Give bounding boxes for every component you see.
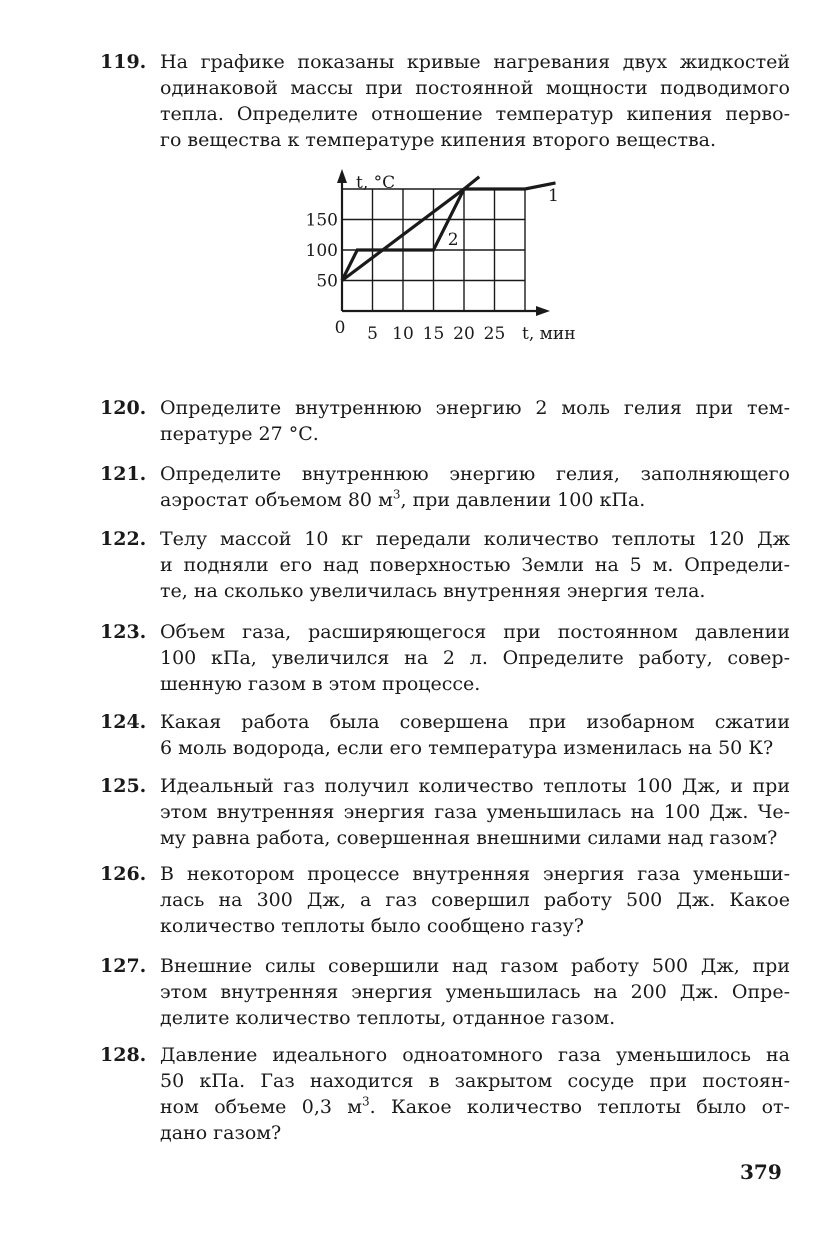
y-axis-arrow-icon [337, 169, 347, 183]
text-line: этом внутренняя энергия газа уменьшилась на 100 Дж. Че- [160, 801, 790, 823]
y-axis-label: t, °C [356, 173, 396, 193]
chart-svg [290, 165, 610, 375]
series-label-2: 2 [447, 230, 459, 250]
problem-text [160, 773, 790, 851]
problem-number: 123. [100, 621, 147, 643]
text-line: му равна работа, совершенная внешними силами над газом? [160, 827, 778, 849]
text-line: и подняли его над поверхностью Земли на 5 м. Определи- [160, 554, 790, 576]
series-label-1: 1 [548, 186, 559, 206]
problem-122 [100, 526, 790, 604]
problem-number: 126. [100, 863, 147, 885]
text-line: В некотором процессе внутренняя энергия газа уменьши- [160, 863, 790, 885]
text-line: дано газом? [160, 1122, 282, 1144]
text-line: Давление идеального одноатомного газа уменьшилось на [160, 1044, 790, 1066]
problem-text [160, 619, 790, 697]
problem-number: 128. [100, 1044, 147, 1066]
text-line: лась на 300 Дж, а газ совершил работу 500 Дж. Какое [160, 889, 790, 911]
x-tick-label: 20 [453, 324, 475, 344]
text-line: те, на сколько увеличилась внутренняя энергия тела. [160, 580, 706, 602]
problem-text [160, 461, 790, 513]
text-line: Определите внутреннюю энергию гелия, заполняющего [160, 463, 790, 485]
problem-number: 127. [100, 955, 147, 977]
x-tick-label: 10 [392, 324, 414, 344]
page-number: 379 [740, 1160, 782, 1184]
problem-124 [100, 709, 790, 761]
problem-number: 125. [100, 775, 147, 797]
text-line [160, 1094, 790, 1120]
problem-text [160, 395, 790, 447]
problem-120 [100, 395, 790, 447]
problem-119 [100, 49, 790, 153]
problem-126 [100, 861, 790, 939]
text-line: 50 кПа. Газ находится в закрытом сосуде при постоян- [160, 1070, 790, 1092]
problem-text [160, 1042, 790, 1146]
text-line: пературе 27 °С. [160, 423, 319, 445]
problem-text [160, 49, 790, 153]
text-fragment: . Какое количество теплоты было от- [369, 1096, 790, 1118]
y-tick-label: 100 [305, 241, 338, 261]
text-line: 6 моль водорода, если его температура изменилась на 50 К? [160, 737, 774, 759]
text-fragment: ном объеме 0,3 м [160, 1096, 363, 1118]
heating-curves-chart [290, 165, 610, 375]
text-line: Определите внутреннюю энергию 2 моль гелия при тем- [160, 397, 790, 419]
problem-number: 120. [100, 397, 147, 419]
text-line: этом внутренняя энергия уменьшилась на 200 Дж. Опре- [160, 981, 790, 1003]
x-tick-label: 15 [422, 324, 445, 344]
problem-121 [100, 461, 790, 513]
x-tick-label: 0 [334, 318, 346, 338]
text-line: Объем газа, расширяющегося при постоянном давлении [160, 621, 790, 643]
text-line: 100 кПа, увеличился на 2 л. Определите работу, совер- [160, 647, 790, 669]
problem-text [160, 709, 790, 761]
problem-128 [100, 1042, 790, 1146]
superscript: 3 [362, 1094, 370, 1109]
text-line: го вещества к температуре кипения второго вещества. [160, 129, 717, 151]
problem-text [160, 953, 790, 1031]
problem-127 [100, 953, 790, 1031]
problem-123 [100, 619, 790, 697]
text-line: На графике показаны кривые нагревания двух жидкостей [160, 51, 790, 73]
text-line: одинаковой массы при постоянной мощности подводимого [160, 77, 790, 99]
problem-text [160, 526, 790, 604]
superscript: 3 [392, 487, 401, 502]
text-line [160, 487, 790, 513]
text-line: тепла. Определите отношение температур кипения перво- [160, 103, 790, 125]
x-axis-arrow-icon [536, 306, 550, 316]
problem-number: 124. [100, 711, 147, 733]
problem-number: 119. [100, 51, 147, 73]
text-line: шенную газом в этом процессе. [160, 673, 481, 695]
problem-number: 121. [100, 463, 147, 485]
text-line: Какая работа была совершена при изобарном сжатии [160, 711, 790, 733]
text-line: Идеальный газ получил количество теплоты 100 Дж, и при [160, 775, 790, 797]
text-fragment: аэростат объемом 80 м [160, 489, 393, 511]
problem-125 [100, 773, 790, 851]
y-tick-label: 50 [316, 271, 338, 292]
text-line: делите количество теплоты, отданное газом. [160, 1007, 616, 1029]
x-tick-label: 25 [483, 324, 506, 344]
text-line: Внешние силы совершили над газом работу 500 Дж, при [160, 955, 790, 977]
text-line: Телу массой 10 кг передали количество теплоты 120 Дж [160, 528, 790, 550]
x-tick-label: 5 [367, 324, 378, 344]
text-fragment: , при давлении 100 кПа. [400, 489, 646, 511]
x-axis-label: t, мин [522, 324, 576, 344]
y-tick-label: 150 [305, 210, 338, 231]
problem-text [160, 861, 790, 939]
text-line: количество теплоты было сообщено газу? [160, 915, 584, 937]
problem-number: 122. [100, 528, 147, 550]
